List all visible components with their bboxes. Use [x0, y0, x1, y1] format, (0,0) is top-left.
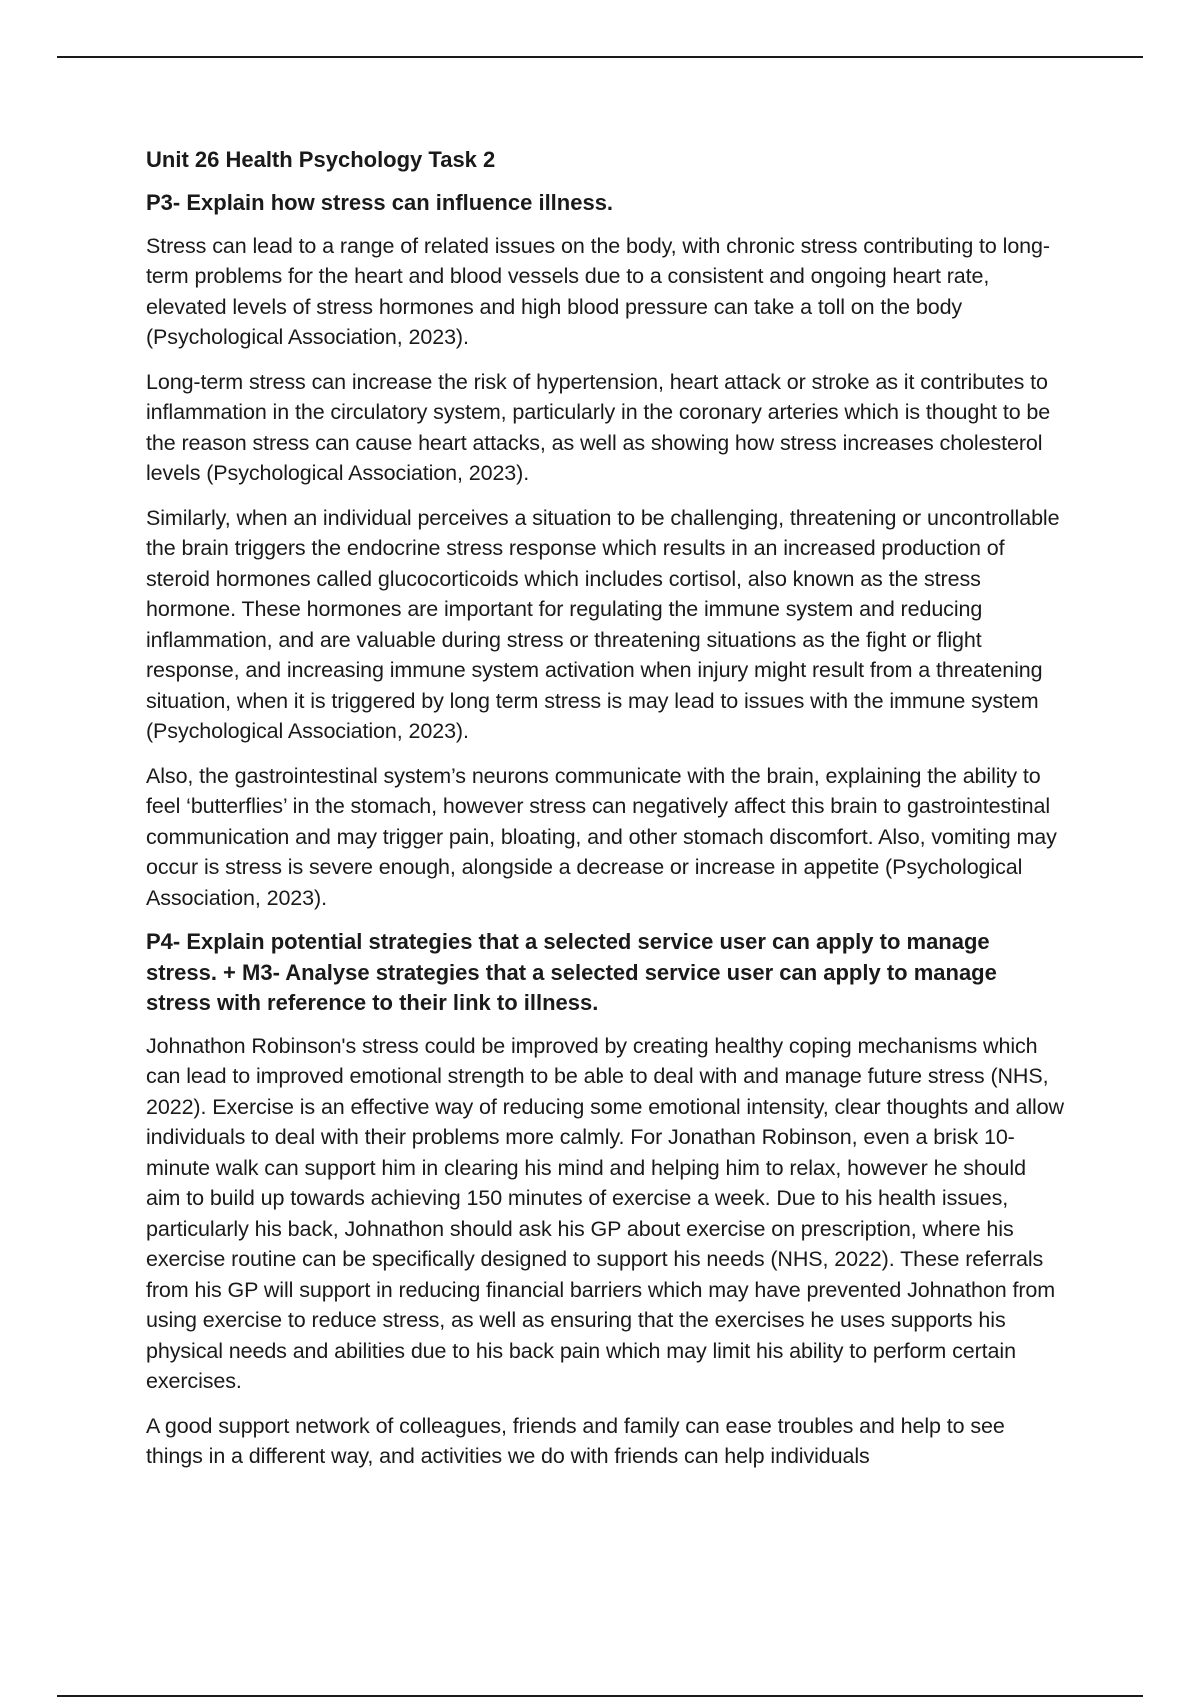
document-body — [146, 144, 1066, 1486]
document-title: Unit 26 Health Psychology Task 2 — [146, 147, 496, 172]
paragraph: Stress can lead to a range of related issues on the body, with chronic stress contributing to long-term problems for the heart and blood vessels due to a consistent and ongoing heart rate, elevated levels of stress hormones and high blood pressure can take a toll on the body (Psychological Association, 2023). — [146, 233, 1050, 349]
section-heading-p4-m3: P4- Explain potential strategies that a selected service user can apply to manage stress. + M3- Analyse strategies that a selected service user can apply to manage stress with reference to their link to illness. — [146, 929, 997, 1015]
paragraph: Johnathon Robinson's stress could be improved by creating healthy coping mechanisms which can lead to improved emotional strength to be able to deal with and manage future stress (NHS, 2022). Exercise is an effective way of reducing some emotional intensity, clear thoughts and allow individuals to deal with their problems more calmly. For Jonathan Robinson, even a brisk 10-minute walk can support him in clearing his mind and helping him to relax, however he should aim to build up towards achieving 150 minutes of exercise a week. Due to his health issues, particularly his back, Johnathon should ask his GP about exercise on prescription, where his exercise routine can be specifically designed to support his needs (NHS, 2022). These referrals from his GP will support in reducing financial barriers which may have prevented Johnathon from using exercise to reduce stress, as well as ensuring that the exercises he uses supports his physical needs and abilities due to his back pain which may limit his ability to perform certain exercises. — [146, 1033, 1064, 1393]
section-heading-p3: P3- Explain how stress can influence illness. — [146, 190, 614, 215]
paragraph: Also, the gastrointestinal system’s neurons communicate with the brain, explaining the ability to feel ‘butterflies’ in the stomach, however stress can negatively affect this brain to gastrointestinal communication and may trigger pain, bloating, and other stomach discomfort. Also, vomiting may occur is stress is severe enough, alongside a decrease or increase in appetite (Psychological Association, 2023). — [146, 763, 1057, 910]
paragraph: A good support network of colleagues, friends and family can ease troubles and help to see things in a different way, and activities we do with friends can help individuals — [146, 1413, 1005, 1468]
header-rule — [57, 56, 1143, 58]
paragraph: Similarly, when an individual perceives a situation to be challenging, threatening or uncontrollable the brain triggers the endocrine stress response which results in an increased production of steroid hormones called glucocorticoids which includes cortisol, also known as the stress hormone. These hormones are important for regulating the immune system and reducing inflammation, and are valuable during stress or threatening situations as the fight or flight response, and increasing immune system activation when injury might result from a threatening situation, when it is triggered by long term stress is may lead to issues with the immune system (Psychological Association, 2023). — [146, 505, 1060, 743]
paragraph: Long-term stress can increase the risk of hypertension, heart attack or stroke as it contributes to inflammation in the circulatory system, particularly in the coronary arteries which is thought to be the reason stress can cause heart attacks, as well as showing how stress increases cholesterol levels (Psychological Association, 2023). — [146, 369, 1051, 485]
footer-rule — [57, 1695, 1143, 1697]
